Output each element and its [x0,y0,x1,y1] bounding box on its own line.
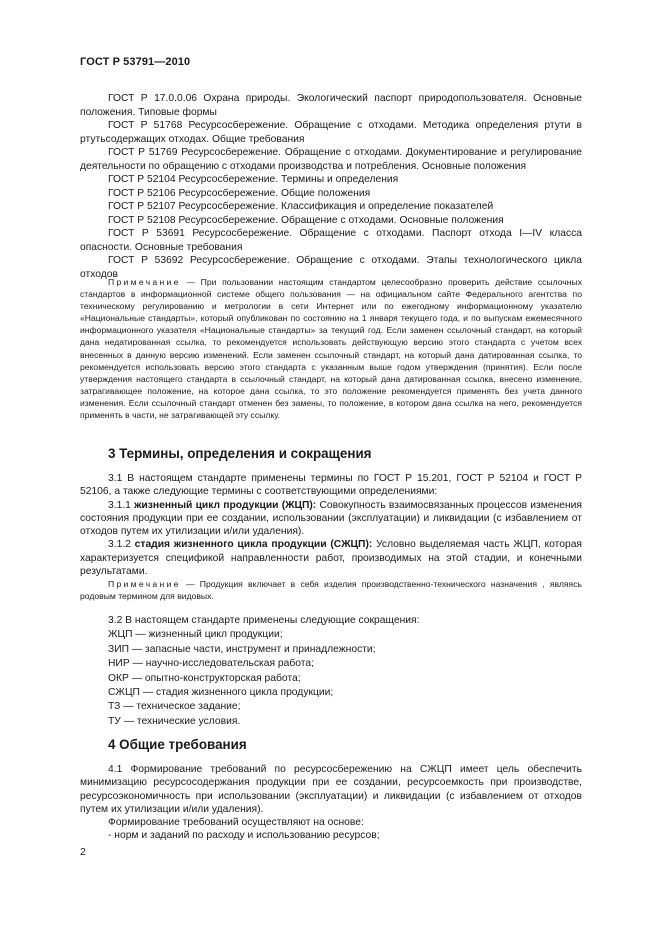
abbreviation-item: СЖЦП — стадия жизненного цикла продукции; [108,687,334,699]
section-3-body [80,472,582,578]
clause-number: 3.1.2 [108,539,135,551]
reference-item: ГОСТ Р 53692 Ресурсосбережение. Обращение с отходами. Этапы технологического цикла отходов [80,255,582,280]
normative-references-list [80,92,582,281]
reference-item: ГОСТ Р 52108 Ресурсосбережение. Обращение с отходами. Основные положения [108,214,504,226]
page-number: 2 [80,846,86,858]
clause-number: 3.1.1 [108,499,135,511]
document-code-header: ГОСТ Р 53791—2010 [80,56,191,68]
reference-item: ГОСТ Р 52104 Ресурсосбережение. Термины и определения [108,174,399,185]
note-label: Примечание [108,579,181,589]
reference-item: ГОСТ Р 53691 Ресурсосбережение. Обращение с отходами. Паспорт отхода I—IV класса опасности. Основные требования [80,228,582,253]
term-definition: Совокупность взаимосвязанных процессов изменения состояния продукции при ее создании, использовании (эксплуатации) и ликвидации (с избавлением от отходов путем их утилизации и/или удаления). [80,499,582,538]
term-lifecycle: жизненный цикл продукции (ЖЦП): [134,499,317,511]
abbreviations-list [80,614,582,729]
abbreviation-item: ЗИП — запасные части, инструмент и принадлежности; [108,643,376,655]
paragraph-basis: Формирование требований осуществляют на основе: [108,817,364,829]
term-definition: Условно выделяемая часть ЖЦП, которая характеризуется спецификой направленности работ, производимых на этой стадии, и конечными результатами. [80,539,582,578]
note-label: Примечание [108,277,181,287]
section-4-heading: 4 Общие требования [108,737,247,752]
reference-item: ГОСТ Р 52107 Ресурсосбережение. Классификация и определение показателей [108,201,494,212]
paragraph-3-1: 3.1 В настоящем стандарте применены термины по ГОСТ Р 15.201, ГОСТ Р 52104 и ГОСТ Р 52106, а также следующие термины с соответствующими определениями: [80,473,582,498]
references-note-paragraph [80,276,582,421]
term-lifecycle-stage: стадия жизненного цикла продукции (СЖЦП): [134,539,373,551]
note-text: — Продукция включает в себя изделия производственно-технического назначения , являясь родовым термином для видовых. [80,579,582,602]
paragraph-3-1-2 [80,538,582,578]
note-text: — При пользовании настоящим стандартом целесообразно проверить действие ссылочных стандартов в информационной системе общего пользования — на официальном сайте Федерального агентства по техническому регулированию и метрологии в сети Интернет или по ежегодному информационному указателю «Национальные стандарты», который опубликован по состоянию на 1 января текущего года, и по выпускам ежемесячного информационного указателя «Национальные стандарты» за текущий год. Если заменен ссылочный стандарт, на который дана недатированная ссылка, то рекомендуется использовать действующую версию этого стандарта с учетом всех внесенных в данную версию изменений. Если заменен ссылочный стандарт, на который дана датированная ссылка, то рекомендуется использовать версию этого стандарта с указанным выше годом утверждения (принятия). Если после утверждения настоящего стандарта в ссылочный стандарт, на который дана датированная ссылка, внесено изменение, затрагивающее положение, на которое дана ссылка, то это положение рекомендуется применять без учета данного изменения. Если ссылочный стандарт отменен без замены, то положение, в котором дана ссылка на него, рекомендуется применять в части, не затрагивающей эту ссылку. [80,277,582,421]
abbreviation-item: НИР — научно-исследовательская работа; [108,658,314,670]
references-note [80,276,582,421]
reference-item: ГОСТ Р 17.0.0.06 Охрана природы. Экологический паспорт природопользователя. Основные положения. Типовые формы [80,93,582,118]
paragraph-4-1: 4.1 Формирование требований по ресурсосбережению на СЖЦП имеет цель обеспечить минимизацию ресурсосодержания продукции при ее создании, ресурсоемкость при производстве, ресурсоэкономичность при использовании (эксплуатации) и ликвидации (с избавлением от отходов путем их утилизации и/или удаления). [80,764,582,815]
reference-item: ГОСТ Р 52106 Ресурсосбережение. Общие положения [108,187,371,199]
abbreviation-item: ЖЦП — жизненный цикл продукции; [108,629,283,641]
paragraph-3-2: 3.2 В настоящем стандарте применены следующие сокращения: [108,615,420,626]
section-4-body [80,763,582,843]
section-3-heading: 3 Термины, определения и сокращения [108,446,372,461]
reference-item: ГОСТ Р 51769 Ресурсосбережение. Обращение с отходами. Документирование и регулирование деятельности по обращению с отходами производства и потребления. Основные положения [80,147,582,172]
product-note-paragraph [80,578,582,602]
abbreviation-item: ТЗ — техническое задание; [108,701,241,713]
abbreviation-item: ТУ — технические условия. [108,715,241,727]
paragraph-3-1-1 [80,499,582,539]
abbreviation-item: ОКР — опытно-конструкторская работа; [108,672,301,684]
list-item-norms: - норм и заданий по расходу и использованию ресурсов; [108,830,380,842]
product-note [80,578,582,602]
reference-item: ГОСТ Р 51768 Ресурсосбережение. Обращение с отходами. Методика определения ртути в ртутьсодержащих отходах. Общие требования [80,120,582,145]
